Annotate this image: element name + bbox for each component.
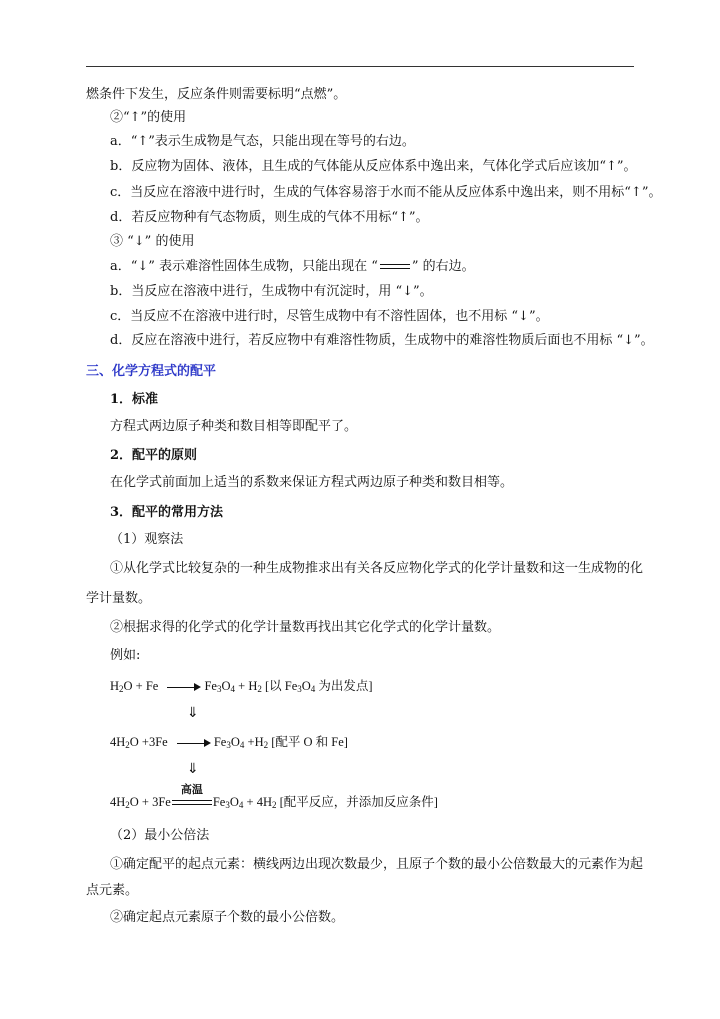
- text-line: ③ “↓” 的使用: [110, 234, 195, 249]
- double-equal-sign-icon: [380, 264, 410, 270]
- method-heading: （2）最小公倍法: [110, 828, 210, 843]
- equation-3: $4H_2O + 3Fe$ 高温 $Fe_3O_4 + 4H_2$ [配平反应，并添加反应条件]: [110, 783, 438, 810]
- text-line: a．“↑”表示生成物是气态，只能出现在等号的右边。: [110, 134, 415, 149]
- text-line: 方程式两边原子种类和数目相等即配平了。: [110, 419, 358, 434]
- text-line: c．当反应不在溶液中进行时，尽管生成物中有不溶性固体，也不用标 “↓”。: [110, 309, 549, 324]
- subheading: 3．配平的常用方法: [110, 505, 224, 520]
- subheading: 2．配平的原则: [110, 448, 198, 463]
- text-line: d．反应在溶液中进行，若反应物中有难溶性物质，生成物中的难溶性物质后面也不用标 “↓”。: [110, 333, 654, 348]
- text-line: 学计量数。: [86, 591, 152, 606]
- reaction-arrow-icon: [177, 738, 211, 748]
- header-rule: [86, 66, 634, 67]
- text-span: ” 的右边。: [411, 259, 475, 274]
- text-line: ①从化学式比较复杂的一种生成物推求出有关各反应物化学式的化学计量数和这一生成物的化: [110, 561, 644, 576]
- text-line: 例如:: [110, 648, 141, 663]
- down-double-arrow-icon: ⇓: [187, 761, 199, 777]
- text-line: ②确定起点元素原子个数的最小公倍数。: [110, 910, 345, 925]
- equation-1: $H_2O + Fe$ $Fe_3O_4 + H_2$ [以 $Fe_3O_4$ 为出发点]: [110, 679, 373, 694]
- text-line: ②根据求得的化学式的化学计量数再找出其它化学式的化学计量数。: [110, 620, 501, 635]
- text-line: 点元素。: [86, 883, 139, 898]
- text-line: 在化学式前面加上适当的系数来保证方程式两边原子种类和数目相等。: [110, 475, 514, 490]
- section-heading: 三、化学方程式的配平: [86, 364, 217, 379]
- text-line: d．若反应物种有气态物质，则生成的气体不用标“↑”。: [110, 210, 429, 225]
- subheading: 1．标准: [110, 392, 159, 407]
- text-span: a．“↓” 表示难溶性固体生成物，只能出现在 “: [110, 259, 378, 274]
- text-line: c．当反应在溶液中进行时，生成的气体容易溶于水而不能从反应体系中逸出来，则不用标“↑”。: [110, 185, 662, 200]
- reaction-arrow-icon: [167, 682, 201, 692]
- text-line: b．反应物为固体、液体，且生成的气体能从反应体系中逸出来，气体化学式后应该加“↑”。: [110, 159, 637, 174]
- equation-2: $4H_2O +3Fe$ $Fe_3O_4 +H_2$ [配平 O 和 Fe]: [110, 735, 348, 750]
- reaction-condition-equal-sign: [172, 783, 212, 808]
- text-line: 燃条件下发生，反应条件则需要标明“点燃”。: [86, 87, 347, 102]
- text-line: ①确定配平的起点元素：横线两边出现次数最少，且原子个数的最小公倍数最大的元素作为起: [110, 857, 644, 872]
- down-double-arrow-icon: ⇓: [187, 705, 199, 721]
- text-line: b．当反应在溶液中进行，生成物中有沉淀时，用 “↓”。: [110, 284, 433, 299]
- text-line: [110, 259, 475, 275]
- text-line: ②“↑”的使用: [110, 110, 187, 125]
- reaction-condition-label: 高温: [180, 783, 203, 797]
- method-heading: （1）观察法: [110, 532, 184, 547]
